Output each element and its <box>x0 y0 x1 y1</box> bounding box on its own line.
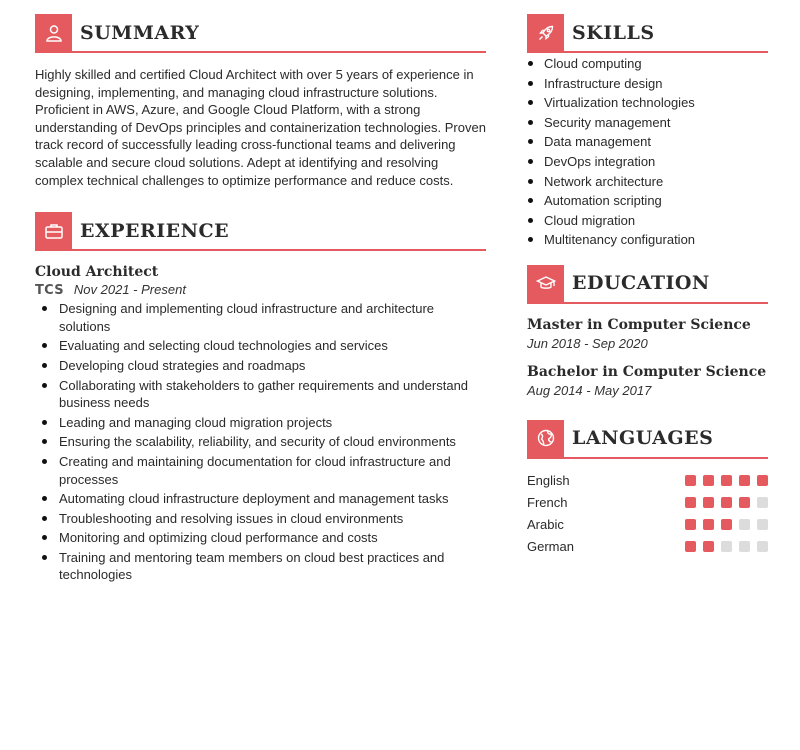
language-name: French <box>527 494 568 510</box>
education-entry <box>527 364 768 398</box>
level-dot-filled <box>721 475 732 486</box>
language-name: English <box>527 472 570 488</box>
language-name: Arabic <box>527 517 564 533</box>
experience-section <box>35 212 486 584</box>
briefcase-icon <box>35 212 72 249</box>
language-level <box>685 519 768 530</box>
job-title: Cloud Architect <box>35 264 159 281</box>
section-title: EXPERIENCE <box>80 219 230 242</box>
job-entry <box>35 264 486 584</box>
skill-item: Automation scripting <box>527 192 768 210</box>
section-title: SUMMARY <box>80 21 200 44</box>
language-row <box>527 491 768 513</box>
level-dot-filled <box>703 475 714 486</box>
level-dot-empty <box>721 541 732 552</box>
level-dot-empty <box>757 497 768 508</box>
level-dot-filled <box>721 497 732 508</box>
job-bullet: Leading and managing cloud migration projects <box>35 414 486 432</box>
skill-item: DevOps integration <box>527 153 768 171</box>
left-column <box>35 14 486 586</box>
job-bullet: Monitoring and optimizing cloud performance and costs <box>35 529 486 547</box>
level-dot-filled <box>703 541 714 552</box>
language-row <box>527 514 768 536</box>
level-dot-empty <box>739 519 750 530</box>
language-row <box>527 536 768 558</box>
education-entry <box>527 317 768 351</box>
level-dot-filled <box>721 519 732 530</box>
degree-title: Bachelor in Computer Science <box>527 363 767 380</box>
skill-item: Multitenancy configuration <box>527 231 768 249</box>
language-row <box>527 469 768 491</box>
graduation-cap-icon <box>527 265 564 302</box>
skills-header <box>527 14 768 53</box>
skill-item: Data management <box>527 133 768 151</box>
language-level <box>685 541 768 552</box>
experience-header <box>35 212 486 251</box>
globe-icon <box>527 420 564 457</box>
skill-item: Cloud computing <box>527 55 768 73</box>
skill-item: Security management <box>527 114 768 132</box>
summary-section <box>35 14 486 189</box>
level-dot-filled <box>703 519 714 530</box>
right-column <box>527 14 768 558</box>
education-section <box>527 265 768 398</box>
language-level <box>685 475 768 486</box>
language-name: German <box>527 539 574 555</box>
skill-item: Infrastructure design <box>527 75 768 93</box>
job-bullet: Automating cloud infrastructure deployment and management tasks <box>35 490 486 508</box>
level-dot-filled <box>703 497 714 508</box>
skill-item: Network architecture <box>527 173 768 191</box>
languages-header <box>527 420 768 459</box>
job-bullet: Training and mentoring team members on cloud best practices and technologies <box>35 549 486 584</box>
degree-dates: Aug 2014 - May 2017 <box>527 382 652 398</box>
languages-list <box>527 469 768 558</box>
section-title: EDUCATION <box>572 272 710 295</box>
skill-item: Virtualization technologies <box>527 94 768 112</box>
section-title: SKILLS <box>572 21 655 44</box>
language-level <box>685 497 768 508</box>
languages-section <box>527 420 768 558</box>
job-bullet: Developing cloud strategies and roadmaps <box>35 357 486 375</box>
job-bullet: Creating and maintaining documentation for cloud infrastructure and processes <box>35 453 486 488</box>
level-dot-empty <box>757 541 768 552</box>
level-dot-filled <box>685 497 696 508</box>
job-bullet: Collaborating with stakeholders to gather requirements and understand business needs <box>35 377 486 412</box>
summary-header <box>35 14 486 53</box>
level-dot-filled <box>739 475 750 486</box>
education-header <box>527 265 768 304</box>
skills-section <box>527 14 768 249</box>
user-icon <box>35 14 72 51</box>
section-title: LANGUAGES <box>572 427 714 450</box>
degree-title: Master in Computer Science <box>527 316 751 333</box>
skill-item: Cloud migration <box>527 212 768 230</box>
job-bullet: Designing and implementing cloud infrastructure and architecture solutions <box>35 300 486 335</box>
degree-dates: Jun 2018 - Sep 2020 <box>527 335 648 351</box>
job-dates: Nov 2021 - Present <box>73 282 186 298</box>
level-dot-empty <box>757 519 768 530</box>
level-dot-empty <box>739 541 750 552</box>
summary-text: Highly skilled and certified Cloud Architect with over 5 years of experience in designing, implementing, and managing cloud infrastructure solutions. Proficient in AWS, Azure, and Google Cloud Platform, with a strong understanding of DevOps principles and containerization technologies. Proven track record of successfully leading cross-functional teams and delivering scalable and secure cloud solutions. Adept at identifying and resolving complex technical challenges to optimize performance and reduce costs. <box>35 67 486 188</box>
level-dot-filled <box>685 541 696 552</box>
job-bullet: Ensuring the scalability, reliability, and security of cloud environments <box>35 433 486 451</box>
job-bullets <box>35 300 486 584</box>
job-bullet: Troubleshooting and resolving issues in cloud environments <box>35 510 486 528</box>
job-bullet: Evaluating and selecting cloud technologies and services <box>35 337 486 355</box>
level-dot-filled <box>685 475 696 486</box>
level-dot-filled <box>739 497 750 508</box>
company-name: TCS <box>35 283 64 299</box>
level-dot-filled <box>685 519 696 530</box>
skills-list <box>527 55 768 249</box>
level-dot-filled <box>757 475 768 486</box>
rocket-icon <box>527 14 564 51</box>
